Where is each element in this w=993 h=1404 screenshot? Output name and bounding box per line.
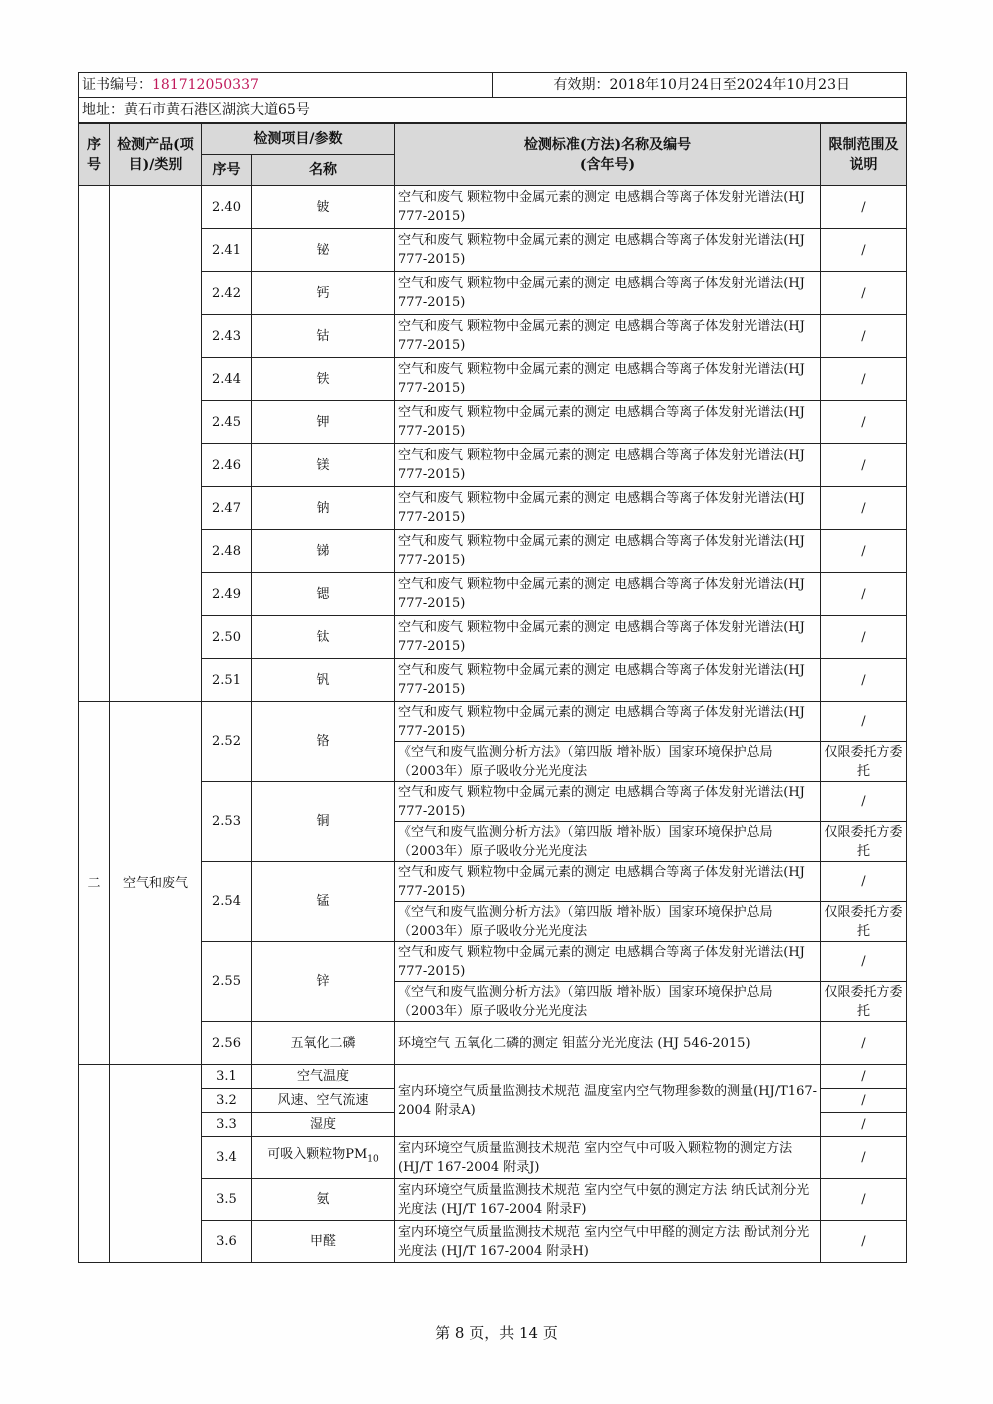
seq-cell-empty (79, 1065, 110, 1263)
standard: 空气和废气 颗粒物中金属元素的测定 电感耦合等离子体发射光谱法(HJ 777-2015) (395, 573, 821, 616)
product-cell-empty (110, 1065, 202, 1263)
table-row (79, 186, 907, 229)
item-seq: 2.44 (202, 358, 252, 401)
standard: 空气和废气 颗粒物中金属元素的测定 电感耦合等离子体发射光谱法(HJ 777-2015) (395, 444, 821, 487)
item-name: 风速、空气流速 (252, 1089, 395, 1113)
main-table (78, 123, 907, 1263)
standard: 室内环境空气质量监测技术规范 室内空气中氨的测定方法 纳氏试剂分光光度法 (HJ/T 167-2004 附录F) (395, 1179, 821, 1221)
col-item-seq-header: 序号 (202, 155, 252, 186)
item-name (252, 1137, 395, 1179)
standard: 《空气和废气监测分析方法》（第四版 增补版）国家环境保护总局 （2003年）原子吸收分光光度法 (395, 902, 821, 942)
standard: 空气和废气 颗粒物中金属元素的测定 电感耦合等离子体发射光谱法(HJ 777-2015) (395, 272, 821, 315)
standard: 室内环境空气质量监测技术规范 室内空气中甲醛的测定方法 酚试剂分光光度法 (HJ/T 167-2004 附录H) (395, 1221, 821, 1263)
item-name-text: 可吸入颗粒物PM (267, 1147, 368, 1163)
standard: 空气和废气 颗粒物中金属元素的测定 电感耦合等离子体发射光谱法(HJ 777-2015) (395, 487, 821, 530)
table-row (79, 444, 907, 487)
item-name: 空气温度 (252, 1065, 395, 1089)
standard: 空气和废气 颗粒物中金属元素的测定 电感耦合等离子体发射光谱法(HJ 777-2015) (395, 315, 821, 358)
item-name: 铋 (252, 229, 395, 272)
item-name: 湿度 (252, 1113, 395, 1137)
item-seq: 2.43 (202, 315, 252, 358)
limit: / (821, 1221, 907, 1263)
limit: / (821, 702, 907, 742)
item-seq: 2.42 (202, 272, 252, 315)
item-name: 镁 (252, 444, 395, 487)
table-row (79, 1179, 907, 1221)
item-seq: 2.50 (202, 616, 252, 659)
table-row (79, 782, 907, 822)
limit: / (821, 862, 907, 902)
limit: / (821, 1022, 907, 1065)
limit: / (821, 616, 907, 659)
table-row (79, 229, 907, 272)
item-seq: 2.53 (202, 782, 252, 862)
limit: / (821, 186, 907, 229)
limit: 仅限委托方委托 (821, 822, 907, 862)
item-seq: 2.40 (202, 186, 252, 229)
item-name: 甲醛 (252, 1221, 395, 1263)
standard: 空气和废气 颗粒物中金属元素的测定 电感耦合等离子体发射光谱法(HJ 777-2015) (395, 186, 821, 229)
standard: 空气和废气 颗粒物中金属元素的测定 电感耦合等离子体发射光谱法(HJ 777-2015) (395, 616, 821, 659)
limit: / (821, 1137, 907, 1179)
standard: 《空气和废气监测分析方法》（第四版 增补版）国家环境保护总局 （2003年）原子吸收分光光度法 (395, 822, 821, 862)
limit: / (821, 487, 907, 530)
limit: / (821, 401, 907, 444)
col-standard-header: 检测标准(方法)名称及编号(含年号) (395, 124, 821, 186)
table-row (79, 1022, 907, 1065)
item-seq: 2.41 (202, 229, 252, 272)
standard: 空气和废气 颗粒物中金属元素的测定 电感耦合等离子体发射光谱法(HJ 777-2015) (395, 862, 821, 902)
item-name: 钴 (252, 315, 395, 358)
item-name: 氨 (252, 1179, 395, 1221)
rows-part-b (79, 702, 907, 1065)
item-seq: 2.51 (202, 659, 252, 702)
limit: 仅限委托方委托 (821, 902, 907, 942)
cert-number-cell (79, 73, 493, 98)
item-name: 钛 (252, 616, 395, 659)
rows-part-c (79, 1065, 907, 1263)
limit: 仅限委托方委托 (821, 742, 907, 782)
item-seq: 2.52 (202, 702, 252, 782)
table-row (79, 315, 907, 358)
product-cell-empty (110, 186, 202, 702)
standard: 空气和废气 颗粒物中金属元素的测定 电感耦合等离子体发射光谱法(HJ 777-2015) (395, 782, 821, 822)
item-name: 锑 (252, 530, 395, 573)
item-seq: 2.46 (202, 444, 252, 487)
item-name: 铁 (252, 358, 395, 401)
cert-label: 证书编号： (82, 76, 152, 93)
table-row (79, 1137, 907, 1179)
group-product: 空气和废气 (110, 702, 202, 1065)
standard: 空气和废气 颗粒物中金属元素的测定 电感耦合等离子体发射光谱法(HJ 777-2015) (395, 229, 821, 272)
limit: / (821, 573, 907, 616)
page-footer: 第 8 页，共 14 页 (435, 1324, 558, 1342)
item-seq: 2.49 (202, 573, 252, 616)
table-row (79, 942, 907, 982)
group-seq: 二 (79, 702, 110, 1065)
table-row (79, 530, 907, 573)
limit: / (821, 1113, 907, 1137)
table-row (79, 1065, 907, 1089)
item-seq: 2.45 (202, 401, 252, 444)
validity: 有效期：2018年10月24日至2024年10月23日 (493, 73, 907, 98)
header-table (78, 72, 907, 123)
item-seq: 3.6 (202, 1221, 252, 1263)
limit: / (821, 358, 907, 401)
standard: 空气和废气 颗粒物中金属元素的测定 电感耦合等离子体发射光谱法(HJ 777-2015) (395, 942, 821, 982)
item-seq: 2.54 (202, 862, 252, 942)
table-row (79, 616, 907, 659)
item-name-subscript: 10 (367, 1154, 379, 1165)
limit: / (821, 272, 907, 315)
item-name: 钒 (252, 659, 395, 702)
item-name: 铜 (252, 782, 395, 862)
table-row (79, 487, 907, 530)
item-name: 锌 (252, 942, 395, 1022)
item-name: 钾 (252, 401, 395, 444)
limit: / (821, 782, 907, 822)
limit: 仅限委托方委托 (821, 982, 907, 1022)
table-row (79, 401, 907, 444)
item-seq: 2.56 (202, 1022, 252, 1065)
standard: 《空气和废气监测分析方法》（第四版 增补版）国家环境保护总局 （2003年）原子吸收分光光度法 (395, 982, 821, 1022)
item-seq: 3.4 (202, 1137, 252, 1179)
col-seq-header: 序号 (79, 124, 110, 186)
item-name: 锰 (252, 862, 395, 942)
col-item-name-header: 名称 (252, 155, 395, 186)
item-name: 钙 (252, 272, 395, 315)
standard: 《空气和废气监测分析方法》（第四版 增补版）国家环境保护总局 （2003年）原子吸收分光光度法 (395, 742, 821, 782)
item-seq: 2.47 (202, 487, 252, 530)
item-seq: 2.48 (202, 530, 252, 573)
table-row (79, 358, 907, 401)
address: 地址：黄石市黄石港区湖滨大道65号 (79, 98, 907, 123)
col-product-header: 检测产品(项目)/类别 (110, 124, 202, 186)
item-name: 钠 (252, 487, 395, 530)
item-name: 五氧化二磷 (252, 1022, 395, 1065)
standard: 空气和废气 颗粒物中金属元素的测定 电感耦合等离子体发射光谱法(HJ 777-2015) (395, 702, 821, 742)
table-row (79, 702, 907, 742)
standard: 室内环境空气质量监测技术规范 温度室内空气物理参数的测量(HJ/T167-2004 附录A) (395, 1065, 821, 1137)
document-page (78, 72, 906, 1263)
standard: 环境空气 五氧化二磷的测定 钼蓝分光光度法 (HJ 546-2015) (395, 1022, 821, 1065)
limit: / (821, 315, 907, 358)
limit: / (821, 444, 907, 487)
table-row (79, 1221, 907, 1263)
standard: 空气和废气 颗粒物中金属元素的测定 电感耦合等离子体发射光谱法(HJ 777-2015) (395, 530, 821, 573)
standard: 室内环境空气质量监测技术规范 室内空气中可吸入颗粒物的测定方法 (HJ/T 167-2004 附录J) (395, 1137, 821, 1179)
limit: / (821, 229, 907, 272)
item-name: 锶 (252, 573, 395, 616)
item-seq: 3.1 (202, 1065, 252, 1089)
limit: / (821, 942, 907, 982)
col-item-group-header: 检测项目/参数 (202, 124, 395, 155)
item-seq: 3.3 (202, 1113, 252, 1137)
item-name: 铍 (252, 186, 395, 229)
item-name: 铬 (252, 702, 395, 782)
standard: 空气和废气 颗粒物中金属元素的测定 电感耦合等离子体发射光谱法(HJ 777-2015) (395, 659, 821, 702)
item-seq: 3.5 (202, 1179, 252, 1221)
table-row (79, 862, 907, 902)
seq-cell-empty (79, 186, 110, 702)
table-row (79, 659, 907, 702)
rows-part-a (79, 186, 907, 702)
table-row (79, 272, 907, 315)
limit: / (821, 1179, 907, 1221)
table-row (79, 573, 907, 616)
standard: 空气和废气 颗粒物中金属元素的测定 电感耦合等离子体发射光谱法(HJ 777-2015) (395, 401, 821, 444)
limit: / (821, 1065, 907, 1089)
standard: 空气和废气 颗粒物中金属元素的测定 电感耦合等离子体发射光谱法(HJ 777-2015) (395, 358, 821, 401)
limit: / (821, 1089, 907, 1113)
item-seq: 3.2 (202, 1089, 252, 1113)
cert-number: 181712050337 (152, 76, 259, 93)
col-limit-header: 限制范围及说明 (821, 124, 907, 186)
item-seq: 2.55 (202, 942, 252, 1022)
limit: / (821, 530, 907, 573)
limit: / (821, 659, 907, 702)
